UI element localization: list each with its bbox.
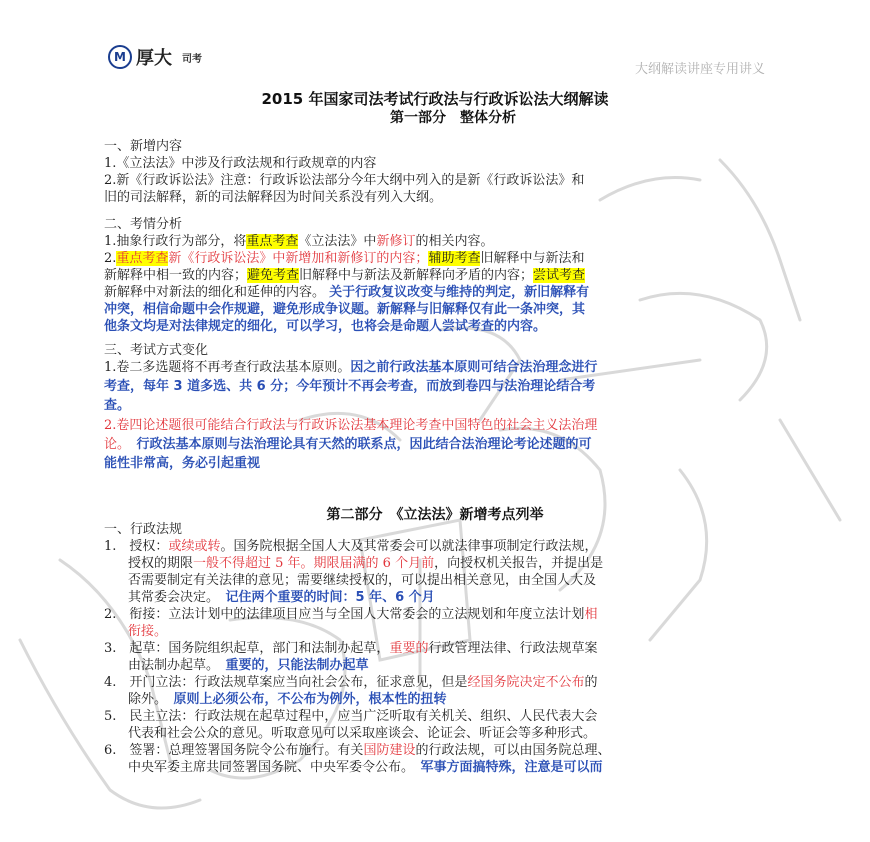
item-number: 6. [104, 743, 117, 758]
text: 的相关内容。 [415, 234, 494, 249]
list-item [104, 538, 597, 555]
section2-line: 他条文均是对法律规定的细化，可以学习，也将会是命题人尝试考查的内容。 [104, 319, 547, 334]
blue-note: 重要的，只能法制办起草 [225, 658, 369, 673]
list-item-cont: 代表和社会公众的意见。听取意见可以采取座谈会、论证会、听证会等多种形式。 [128, 726, 597, 741]
text: 授权的期限 [128, 556, 194, 571]
red-text: 论。 [104, 437, 124, 452]
list-item [104, 742, 610, 759]
blue-note: 原则上必须公布，不公布为例外，根本性的扭转 [173, 692, 447, 707]
list-item [104, 606, 597, 623]
section1-line: 1.《立法法》中涉及行政法规和行政规章的内容 [104, 156, 377, 171]
item-number: 5. [104, 709, 117, 724]
red-text: 相 [584, 607, 598, 622]
highlight: 重点考查 [246, 234, 299, 249]
text: 的行政法规，可以由国务院总理、 [415, 743, 611, 758]
text: 授权： [129, 539, 169, 554]
list-item [104, 708, 597, 725]
item-number: 3. [104, 641, 117, 656]
blue-note: 因之前行政法基本原则可结合法治理念进行 [350, 360, 598, 375]
list-item-cont: 衔接。 [128, 624, 168, 639]
text: 中央军委主席共同签署国务院、中央军委令公布。 [128, 760, 408, 775]
text: 1.抽象行政行为部分，将 [104, 234, 247, 249]
brand-logo [108, 44, 202, 70]
list-item-cont [128, 691, 447, 708]
red-text: 新修订 [376, 234, 416, 249]
text: 新解释中相一致的内容； [104, 268, 248, 283]
logo-mark-icon: M [108, 45, 132, 69]
part1-title: 第一部分 整体分析 [390, 110, 516, 126]
red-text: 或续或转 [168, 539, 221, 554]
text: 其常委会决定。 [128, 590, 213, 605]
section3-line [104, 359, 597, 376]
red-text: 国防建设 [363, 743, 416, 758]
text: 旧解释中与新法及新解释向矛盾的内容； [299, 268, 534, 283]
text: 《立法法》中 [298, 234, 377, 249]
highlight: 尝试考查 [533, 268, 586, 283]
section3-line [104, 436, 592, 453]
logo-sub: 司考 [182, 53, 202, 65]
list-item-cont [128, 555, 603, 572]
section2-line [104, 250, 584, 267]
section1-heading: 一、新增内容 [104, 139, 183, 154]
section3-line: 能性非常高，务必引起重视 [104, 456, 261, 471]
text: 行政管理法律、行政法规草案 [428, 641, 598, 656]
document-title: 2015 年国家司法考试行政法与行政诉讼法大纲解读 [261, 90, 609, 108]
section1-line: 旧的司法解释，新的司法解释因为时间关系没有列入大纲。 [104, 190, 443, 205]
text: 1.卷二多选题将不再考查行政法基本原则。 [104, 360, 351, 375]
highlight: 重点考查 [116, 251, 169, 266]
section2-line: 冲突，相信命题中会作规避，避免形成争议题。新解释与旧解释仅有此一条冲突，其 [104, 302, 586, 317]
red-text: 重要的 [389, 641, 429, 656]
section1-line: 2.新《行政诉讼法》注意：行政诉讼法部分今年大纲中列入的是新《行政诉讼法》和 [104, 173, 585, 188]
list-item-cont: 否需要制定有关法律的意见；需要继续授权的，可以提出相关意见，由全国人大及 [128, 573, 597, 588]
text: 由法制办起草。 [128, 658, 213, 673]
list-item [104, 674, 597, 691]
blue-note: 军事方面搞特殊，注意是可以而 [420, 760, 603, 775]
blue-note: 关于行政复议改变与维持的判定，新旧解释有 [329, 285, 590, 300]
text: 开门立法：行政法规草案应当向社会公布，征求意见，但是 [129, 675, 468, 690]
item-number: 4. [104, 675, 117, 690]
text: 起草：国务院组织起草，部门和法制办起草， [129, 641, 390, 656]
section3-line: 查。 [104, 398, 131, 413]
text: 衔接：立法计划中的法律项目应当与全国人大常委会的立法规划和年度立法计划 [129, 607, 585, 622]
item-number: 1. [104, 539, 117, 554]
header-tagline: 大纲解读讲座专用讲义 [634, 62, 765, 77]
list-item-cont [128, 759, 603, 776]
logo-text: 厚大 [136, 48, 172, 69]
list-item [104, 640, 597, 657]
red-text: 新《行政诉讼法》中新增加和新修订的内容； [168, 251, 429, 266]
part2-heading: 一、行政法规 [104, 522, 183, 537]
text: 新解释中对新法的细化和延伸的内容。 [104, 285, 326, 300]
text: 民主立法：行政法规在起草过程中，应当广泛听取有关机关、组织、人民代表大会 [129, 709, 598, 724]
section2-line [104, 233, 493, 250]
red-text: 经国务院决定不公布 [467, 675, 585, 690]
section2-heading: 二、考情分析 [104, 217, 183, 232]
blue-note: 记住两个重要的时间：5 年、6 个月 [225, 590, 435, 605]
blue-note: 行政法基本原则与法治理论具有天然的联系点，因此结合法治理论考论述题的可 [136, 437, 592, 452]
list-item-cont [128, 657, 369, 674]
text: 的 [584, 675, 598, 690]
part2-title: 第二部分 《立法法》新增考点列举 [326, 507, 544, 523]
text: 除外。 [128, 692, 161, 707]
section3-line: 考查，每年 3 道多选、共 6 分；今年预计不再会考查，而放到卷四与法治理论结合考 [104, 379, 596, 394]
section3-line: 2.卷四论述题很可能结合行政法与行政诉讼法基本理论考查中国特色的社会主义法治理 [104, 418, 598, 433]
red-text: 一般不得超过 5 年。期限届满的 6 个月前 [193, 556, 435, 571]
text: ，向授权机关报告，并提出是 [434, 556, 604, 571]
section2-line [104, 267, 585, 284]
item-number: 2. [104, 607, 117, 622]
highlight: 辅助考查 [428, 251, 481, 266]
section2-line [104, 284, 589, 301]
text: 旧解释中与新法和 [480, 251, 585, 266]
text: 2. [104, 251, 117, 266]
section3-heading: 三、考试方式变化 [104, 343, 209, 358]
text: 签署：总理签署国务院令公布施行。有关 [129, 743, 364, 758]
highlight: 避免考查 [247, 268, 300, 283]
list-item-cont [128, 589, 435, 606]
text: 。国务院根据全国人大及其常委会可以就法律事项制定行政法规， [220, 539, 598, 554]
